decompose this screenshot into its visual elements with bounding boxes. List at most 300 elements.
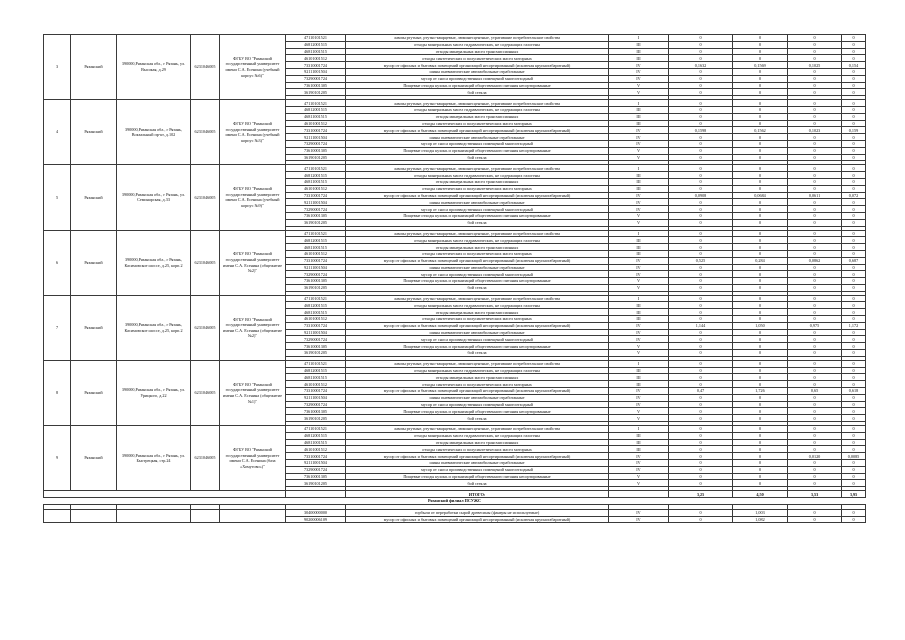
value-cell: 0	[733, 165, 788, 172]
value-cell: 0,0611	[788, 192, 842, 199]
address-cell: 390000,Рязанская обл., г Рязань, ул. Высокая, д.29	[117, 35, 191, 100]
waste-name-cell: мусор от офисных и бытовых помещений организаций несортированный (исключая крупногабаритный)	[346, 192, 609, 199]
value-cell: 0	[788, 271, 842, 278]
value-cell: 0	[788, 466, 842, 473]
total-blank-cell	[286, 491, 346, 498]
waste-name-cell: мусор от сноса производственных помещений многоотходный	[346, 271, 609, 278]
value-cell: 0	[788, 199, 842, 206]
hazard-class-cell: V	[609, 408, 669, 415]
value-cell: 0	[733, 329, 788, 336]
value-cell: 0	[788, 206, 842, 213]
waste-name-cell: мусор от офисных и бытовых помещений организаций несортированный (исключая крупногабаритный)	[346, 62, 609, 69]
waste-code-cell: 46101001512	[286, 55, 346, 62]
value-cell: 0	[669, 516, 733, 523]
district-cell: Рязанский	[71, 295, 117, 360]
hazard-class-cell: III	[609, 381, 669, 388]
value-cell: 0	[733, 360, 788, 367]
hazard-class-cell: III	[609, 367, 669, 374]
inn-cell: 6231046005	[191, 230, 220, 295]
value-cell: 0	[733, 309, 788, 316]
value-cell: 0	[842, 271, 866, 278]
hazard-class-cell: IV	[609, 140, 669, 147]
value-cell: 0	[842, 302, 866, 309]
value-cell: 0	[788, 350, 842, 357]
value-cell: 0	[669, 466, 733, 473]
organization-cell: ФГБУ ВО "Рязанский государственный университет имени С.А. Есенина (общежитие №1)"	[220, 360, 286, 425]
value-cell: 0	[842, 374, 866, 381]
value-cell: 0	[788, 278, 842, 285]
value-cell: 0	[733, 271, 788, 278]
value-cell: 0	[842, 165, 866, 172]
value-cell: 0	[733, 394, 788, 401]
address-cell: 390000,Рязанская обл., г Рязань, ул. Урицкого, д.22	[117, 360, 191, 425]
hazard-class-cell: V	[609, 473, 669, 480]
hazard-class-cell: III	[609, 302, 669, 309]
value-cell: 0	[842, 415, 866, 422]
hazard-class-cell: IV	[609, 62, 669, 69]
section-title-row	[44, 498, 866, 505]
value-cell: 0,687	[842, 257, 866, 264]
waste-name-cell: лампы ртутные, ртутно-кварцевые, люминесцентные, утратившие потребительские свойства	[346, 230, 609, 237]
waste-code-cell: 73290001724	[286, 271, 346, 278]
value-cell: 0	[788, 509, 842, 516]
waste-name-cell: лампы ртутные, ртутно-кварцевые, люминесцентные, утратившие потребительские свойства	[346, 100, 609, 107]
empty-cell	[44, 509, 71, 523]
value-cell: 0	[669, 336, 733, 343]
waste-code-cell: 47110101521	[286, 295, 346, 302]
value-cell: 0	[842, 178, 866, 185]
inn-cell: 6231046005	[191, 360, 220, 425]
total-blank-cell	[44, 491, 286, 498]
value-cell: 0	[788, 516, 842, 523]
value-cell: 0	[669, 309, 733, 316]
value-cell: 0	[733, 206, 788, 213]
row-number-cell: 9	[44, 426, 71, 491]
hazard-class-cell: III	[609, 185, 669, 192]
value-cell: 0	[842, 106, 866, 113]
waste-code-cell: 73290001724	[286, 206, 346, 213]
value-cell: 0,47	[669, 388, 733, 395]
hazard-class-cell: IV	[609, 460, 669, 467]
waste-name-cell: шины пневматические автомобильные отработанные	[346, 394, 609, 401]
value-cell: 0	[669, 446, 733, 453]
value-cell: 0	[842, 147, 866, 154]
value-cell: 0	[788, 106, 842, 113]
value-cell: 0	[788, 68, 842, 75]
value-cell: 0	[669, 350, 733, 357]
value-cell: 0	[842, 212, 866, 219]
value-cell: 0	[842, 446, 866, 453]
hazard-class-cell: IV	[609, 388, 669, 395]
value-cell: 0	[733, 374, 788, 381]
value-cell: 0	[842, 381, 866, 388]
value-cell: 0	[669, 165, 733, 172]
hazard-class-cell: III	[609, 309, 669, 316]
waste-register-table	[43, 34, 866, 523]
value-cell: 0	[788, 367, 842, 374]
hazard-class-cell: IV	[609, 199, 669, 206]
value-cell: 0	[842, 154, 866, 161]
value-cell: 0,284	[733, 257, 788, 264]
waste-name-cell: отходы минеральных масел гидравлических, не содержащих галогены	[346, 302, 609, 309]
empty-cell	[71, 509, 117, 523]
waste-name-cell: Пищевые отходы кухонь и организаций общественного питания несортированные	[346, 82, 609, 89]
hazard-class-cell: IV	[609, 192, 669, 199]
hazard-class-cell: V	[609, 154, 669, 161]
waste-name-cell: бой стекла	[346, 284, 609, 291]
waste-name-cell: шины пневматические автомобильные отработанные	[346, 68, 609, 75]
value-cell: 0	[842, 75, 866, 82]
value-cell: 0,0684	[733, 192, 788, 199]
value-cell: 0	[788, 75, 842, 82]
hazard-class-cell: V	[609, 415, 669, 422]
hazard-class-cell: III	[609, 113, 669, 120]
value-cell: 0	[842, 316, 866, 323]
value-cell: 0	[733, 219, 788, 226]
value-cell: 0	[669, 278, 733, 285]
waste-name-cell: отходы синтетических и полусинтетических масел моторных	[346, 446, 609, 453]
waste-name-cell: мусор от сноса производственных помещений многоотходный	[346, 75, 609, 82]
value-cell: 0	[842, 140, 866, 147]
value-cell: 0	[669, 408, 733, 415]
value-cell: 0	[842, 360, 866, 367]
value-cell: 0	[733, 82, 788, 89]
waste-name-cell: бой стекла	[346, 480, 609, 487]
waste-name-cell: бой стекла	[346, 89, 609, 96]
waste-name-cell: отходы минеральных масел трансмиссионных	[346, 244, 609, 251]
total-value-cell: 3,25	[669, 491, 733, 498]
value-cell: 0	[842, 278, 866, 285]
waste-name-cell: отходы синтетических и полусинтетических масел моторных	[346, 250, 609, 257]
value-cell: 0	[842, 250, 866, 257]
table-row	[44, 295, 866, 302]
value-cell: 0	[733, 120, 788, 127]
hazard-class-cell: III	[609, 374, 669, 381]
waste-code-cell: 73610001305	[286, 212, 346, 219]
value-cell: 0	[733, 264, 788, 271]
value-cell: 0	[733, 401, 788, 408]
hazard-class-cell: III	[609, 120, 669, 127]
hazard-class-cell: V	[609, 350, 669, 357]
value-cell: 0	[669, 172, 733, 179]
value-cell: 0	[842, 199, 866, 206]
waste-code-cell: 36190101205	[286, 350, 346, 357]
value-cell: 0,975	[788, 322, 842, 329]
value-cell: 0	[733, 284, 788, 291]
hazard-class-cell: V	[609, 343, 669, 350]
value-cell: 0	[842, 48, 866, 55]
waste-code-cell: 92111001504	[286, 199, 346, 206]
value-cell: 0	[842, 55, 866, 62]
value-cell: 0	[788, 100, 842, 107]
value-cell: 0	[788, 185, 842, 192]
value-cell: 0	[788, 426, 842, 433]
hazard-class-cell: IV	[609, 264, 669, 271]
hazard-class-cell: IV	[609, 271, 669, 278]
value-cell: 0	[733, 426, 788, 433]
value-cell: 0	[669, 480, 733, 487]
waste-code-cell: 46812001515	[286, 237, 346, 244]
value-cell: 0	[842, 295, 866, 302]
value-cell: 0	[669, 185, 733, 192]
waste-name-cell: мусор от офисных и бытовых помещений организаций несортированный (исключая крупногабаритный)	[346, 388, 609, 395]
hazard-class-cell: IV	[609, 509, 669, 516]
total-value-cell: 4,50	[733, 491, 788, 498]
hazard-class-cell: I	[609, 426, 669, 433]
hazard-class-cell: III	[609, 432, 669, 439]
waste-name-cell: Пищевые отходы кухонь и организаций общественного питания несортированные	[346, 147, 609, 154]
hazard-class-cell: V	[609, 212, 669, 219]
waste-code-cell: 73310001724	[286, 322, 346, 329]
waste-name-cell: шины пневматические автомобильные отработанные	[346, 460, 609, 467]
value-cell: 0	[669, 453, 733, 460]
waste-name-cell: отходы минеральных масел трансмиссионных	[346, 439, 609, 446]
waste-name-cell: отходы минеральных масел трансмиссионных	[346, 48, 609, 55]
value-cell: 0	[733, 367, 788, 374]
value-cell: 0	[733, 154, 788, 161]
organization-cell: ФГБУ ВО "Рязанский государственный университет имени С.А. Есенина (учебный корпус №6)"	[220, 35, 286, 100]
waste-code-cell: 92111001504	[286, 264, 346, 271]
value-cell: 0	[733, 336, 788, 343]
waste-name-cell: Пищевые отходы кухонь и организаций общественного питания несортированные	[346, 278, 609, 285]
value-cell: 0	[733, 113, 788, 120]
value-cell: 0	[669, 237, 733, 244]
hazard-class-cell: IV	[609, 329, 669, 336]
value-cell: 0	[842, 367, 866, 374]
organization-cell: ФГБУ ВО "Рязанский государственный университет имени С.А. Есенина (база «Хомутово»)"	[220, 426, 286, 491]
hazard-class-cell: III	[609, 55, 669, 62]
waste-name-cell: мусор от сноса производственных помещений многоотходный	[346, 401, 609, 408]
value-cell: 0,1632	[669, 62, 733, 69]
value-cell: 0	[842, 509, 866, 516]
value-cell: 0	[788, 401, 842, 408]
inn-cell: 6231046005	[191, 426, 220, 491]
value-cell: 0,618	[842, 388, 866, 395]
waste-name-cell: отходы минеральных масел трансмиссионных	[346, 113, 609, 120]
value-cell: 0	[842, 172, 866, 179]
value-cell: 0	[788, 237, 842, 244]
value-cell: 0	[669, 415, 733, 422]
value-cell: 0,0120	[788, 453, 842, 460]
value-cell: 0	[669, 264, 733, 271]
value-cell: 0	[669, 460, 733, 467]
waste-name-cell: отходы минеральных масел гидравлических, не содержащих галогены	[346, 172, 609, 179]
value-cell: 0	[788, 219, 842, 226]
row-number-cell: 5	[44, 165, 71, 230]
value-cell: 0	[788, 309, 842, 316]
address-cell: 390000,Рязанская обл., г Рязань, Касимовское шоссе, д.25, корп.2	[117, 295, 191, 360]
value-cell: 0	[733, 381, 788, 388]
row-number-cell: 6	[44, 230, 71, 295]
value-cell: 0	[669, 394, 733, 401]
value-cell: 0,159	[842, 127, 866, 134]
value-cell: 0	[733, 185, 788, 192]
value-cell: 1,050	[733, 322, 788, 329]
waste-code-cell: 36190101205	[286, 284, 346, 291]
value-cell: 0	[842, 219, 866, 226]
value-cell: 0	[669, 206, 733, 213]
hazard-class-cell: IV	[609, 206, 669, 213]
value-cell: 0	[733, 343, 788, 350]
waste-code-cell: 73310001724	[286, 127, 346, 134]
waste-name-cell: отходы минеральных масел гидравлических, не содержащих галогены	[346, 106, 609, 113]
value-cell: 0	[669, 401, 733, 408]
value-cell: 0	[669, 244, 733, 251]
value-cell: 0	[788, 154, 842, 161]
waste-code-cell: 46101001512	[286, 446, 346, 453]
waste-code-cell: 73610001305	[286, 82, 346, 89]
value-cell: 0	[842, 394, 866, 401]
waste-name-cell: отходы синтетических и полусинтетических масел моторных	[346, 55, 609, 62]
waste-name-cell: мусор от офисных и бытовых помещений организаций несортированный (исключая крупногабаритный)	[346, 453, 609, 460]
waste-name-cell: отходы минеральных масел трансмиссионных	[346, 374, 609, 381]
hazard-class-cell: IV	[609, 516, 669, 523]
hazard-class-cell: III	[609, 41, 669, 48]
value-cell: 0	[669, 295, 733, 302]
waste-code-cell: 92111001504	[286, 134, 346, 141]
value-cell: 0	[669, 75, 733, 82]
value-cell: 0	[733, 147, 788, 154]
value-cell: 0	[842, 134, 866, 141]
value-cell: 0	[788, 244, 842, 251]
waste-code-cell: 46101001512	[286, 381, 346, 388]
value-cell: 0	[788, 113, 842, 120]
hazard-class-cell: IV	[609, 75, 669, 82]
hazard-class-cell: I	[609, 230, 669, 237]
waste-code-cell: 46101001512	[286, 250, 346, 257]
value-cell: 0	[733, 302, 788, 309]
waste-code-cell: 46101001512	[286, 120, 346, 127]
waste-name-cell: лампы ртутные, ртутно-кварцевые, люминесцентные, утратившие потребительские свойства	[346, 426, 609, 433]
value-cell: 0	[842, 237, 866, 244]
row-number-cell: 7	[44, 295, 71, 360]
value-cell: 0	[788, 415, 842, 422]
value-cell: 0	[842, 426, 866, 433]
waste-code-cell: 46811001515	[286, 113, 346, 120]
value-cell: 0	[669, 106, 733, 113]
waste-code-cell: 73290001724	[286, 466, 346, 473]
table-row	[44, 360, 866, 367]
waste-name-cell: горбыли от переработки сырой древесины (фанеры не используемые)	[346, 509, 609, 516]
district-cell: Рязанский	[71, 230, 117, 295]
waste-name-cell: отходы минеральных масел трансмиссионных	[346, 178, 609, 185]
value-cell: 0	[733, 68, 788, 75]
waste-name-cell: бой стекла	[346, 415, 609, 422]
value-cell: 0,0862	[788, 257, 842, 264]
value-cell: 0	[733, 134, 788, 141]
hazard-class-cell: V	[609, 89, 669, 96]
value-cell: 0	[733, 237, 788, 244]
hazard-class-cell: III	[609, 106, 669, 113]
value-cell: 0	[788, 336, 842, 343]
table-row	[44, 165, 866, 172]
value-cell: 0	[842, 100, 866, 107]
value-cell: 0	[788, 264, 842, 271]
value-cell: 0	[788, 140, 842, 147]
hazard-class-cell: V	[609, 284, 669, 291]
waste-code-cell: 46811001515	[286, 374, 346, 381]
value-cell: 0	[733, 460, 788, 467]
hazard-class-cell: III	[609, 48, 669, 55]
waste-name-cell: бой стекла	[346, 219, 609, 226]
waste-name-cell: мусор от сноса производственных помещений многоотходный	[346, 466, 609, 473]
hazard-class-cell: I	[609, 100, 669, 107]
waste-code-cell: 47110101521	[286, 426, 346, 433]
waste-name-cell: мусор от сноса производственных помещений многоотходный	[346, 140, 609, 147]
value-cell: 0	[733, 48, 788, 55]
waste-code-cell: 47110101521	[286, 35, 346, 42]
value-cell: 1,172	[842, 322, 866, 329]
value-cell: 0	[788, 439, 842, 446]
value-cell: 0	[788, 316, 842, 323]
value-cell: 1,726	[733, 388, 788, 395]
empty-cell	[220, 509, 286, 523]
waste-name-cell: отходы минеральных масел гидравлических, не содержащих галогены	[346, 237, 609, 244]
value-cell: 0	[669, 100, 733, 107]
hazard-class-cell: IV	[609, 466, 669, 473]
hazard-class-cell: III	[609, 178, 669, 185]
row-number-cell: 8	[44, 360, 71, 425]
waste-code-cell: 46811001515	[286, 244, 346, 251]
waste-code-cell: 46101001512	[286, 185, 346, 192]
value-cell: 0	[669, 212, 733, 219]
hazard-class-cell: V	[609, 147, 669, 154]
waste-code-cell: 36190101205	[286, 154, 346, 161]
hazard-class-cell: I	[609, 165, 669, 172]
waste-name-cell: отходы синтетических и полусинтетических масел моторных	[346, 381, 609, 388]
inn-cell: 6231046005	[191, 35, 220, 100]
value-cell: 0	[669, 374, 733, 381]
value-cell: 0	[842, 113, 866, 120]
value-cell: 0	[788, 55, 842, 62]
value-cell: 0	[842, 185, 866, 192]
value-cell: 0	[669, 68, 733, 75]
value-cell: 0	[733, 250, 788, 257]
waste-code-cell: 46101001512	[286, 316, 346, 323]
hazard-class-cell: IV	[609, 322, 669, 329]
value-cell: 0	[733, 75, 788, 82]
value-cell: 0	[842, 408, 866, 415]
total-label-cell: ИТОГО:	[346, 491, 609, 498]
waste-name-cell: отходы синтетических и полусинтетических масел моторных	[346, 185, 609, 192]
waste-code-cell: 73610001305	[286, 147, 346, 154]
waste-code-cell: 73310001724	[286, 388, 346, 395]
value-cell: 0	[669, 48, 733, 55]
value-cell: 0	[842, 41, 866, 48]
value-cell: 0	[842, 432, 866, 439]
table-row	[44, 230, 866, 237]
value-cell: 0	[733, 89, 788, 96]
value-cell: 0	[669, 178, 733, 185]
waste-code-cell: 73310001724	[286, 257, 346, 264]
value-cell: 0	[733, 446, 788, 453]
value-cell: 0	[788, 446, 842, 453]
waste-name-cell: отходы минеральных масел гидравлических, не содержащих галогены	[346, 367, 609, 374]
hazard-class-cell: IV	[609, 257, 669, 264]
waste-code-cell: 46812001515	[286, 432, 346, 439]
district-cell: Рязанский	[71, 360, 117, 425]
waste-code-cell: 73290001724	[286, 75, 346, 82]
value-cell: 0	[669, 360, 733, 367]
hazard-class-cell: V	[609, 82, 669, 89]
waste-code-cell: 46812001515	[286, 172, 346, 179]
value-cell: 0,1023	[788, 127, 842, 134]
value-cell: 0	[669, 329, 733, 336]
value-cell: 0	[788, 473, 842, 480]
district-cell: Рязанский	[71, 35, 117, 100]
value-cell: 0	[842, 82, 866, 89]
waste-code-cell: 92111001504	[286, 460, 346, 467]
